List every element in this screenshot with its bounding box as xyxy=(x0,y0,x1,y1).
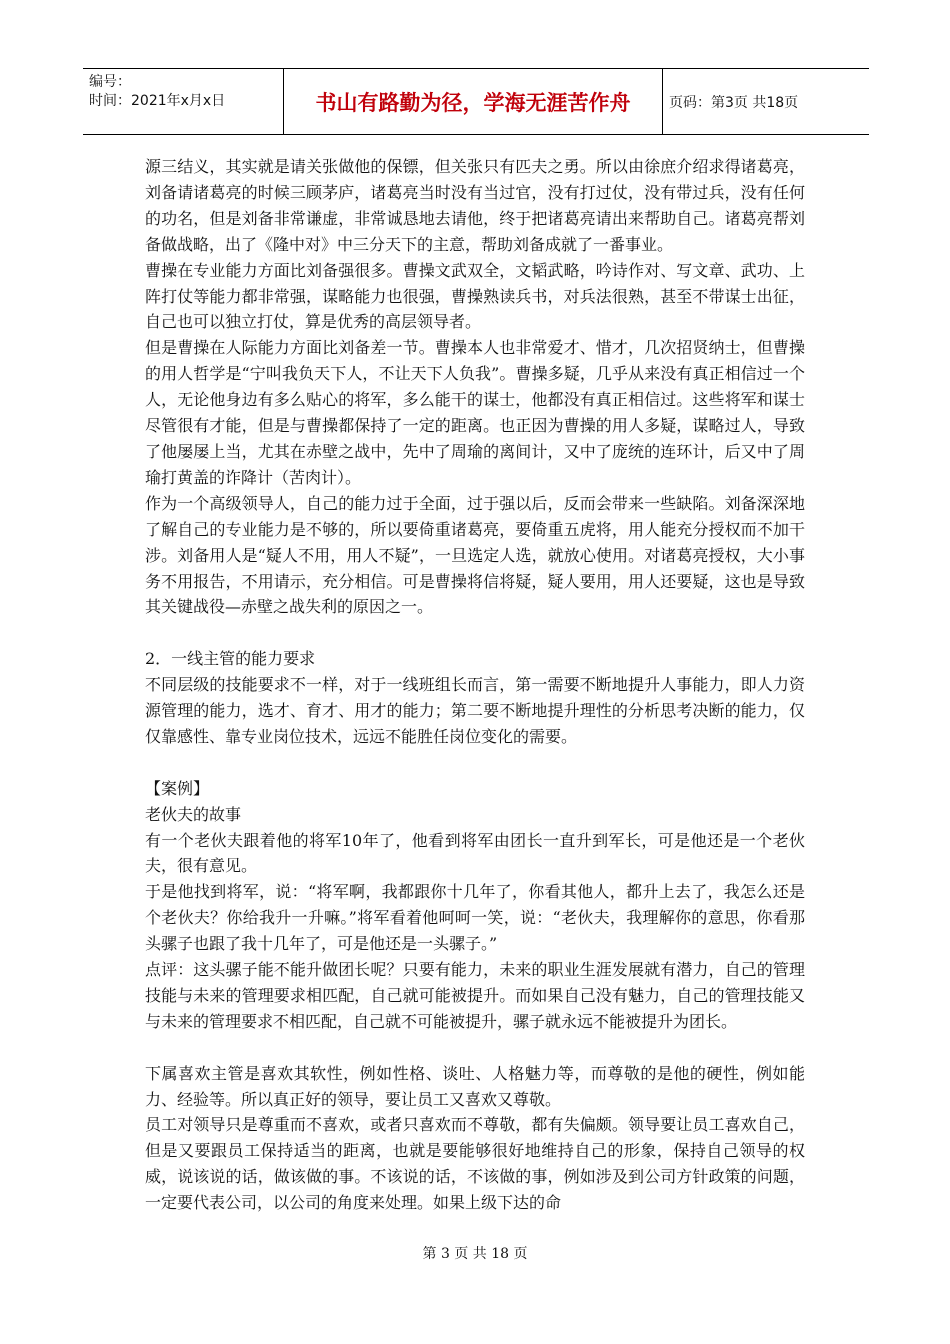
paragraph: 员工对领导只是尊重而不喜欢，或者只喜欢而不尊敬，都有失偏颇。领导要让员工喜欢自己，但是又要跟员工保持适当的距离，也就是要能够很好地维持自己的形象，保持自己领导的权威，说该说的话，做该做的事。不该说的话，不该做的事，例如涉及到公司方针政策的问题，一定要代表公司，以公司的角度来处理。如果上级下达的命 xyxy=(145,1115,805,1213)
document-number-label: 编号： xyxy=(89,74,131,90)
paragraph: 源三结义，其实就是请关张做他的保镖，但关张只有匹夫之勇。所以由徐庶介绍求得诸葛亮，刘备请诸葛亮的时候三顾茅庐，诸葛亮当时没有当过官，没有打过仗，没有带过兵，没有任何的功名，但是刘备非常谦虚，非常诚恳地去请他，终于把诸葛亮请出来帮助自己。诸葛亮帮刘备做战略，出了《隆中对》中三分天下的主意，帮助刘备成就了一番事业。 xyxy=(145,157,805,254)
paragraph: 下属喜欢主管是喜欢其软性，例如性格、谈吐、人格魅力等，而尊敬的是他的硬性，例如能力、经验等。所以真正好的领导，要让员工又喜欢又尊敬。 xyxy=(145,1063,805,1109)
paragraph: 但是曹操在人际能力方面比刘备差一节。曹操本人也非常爱才、惜才，几次招贤纳士，但曹操的用人哲学是“宁叫我负天下人，不让天下人负我”。曹操多疑，几乎从来没有真正相信过一个人，无论他身边有多么贴心的将军，多么能干的谋士，他都没有真正相信过。这些将军和谋士尽管很有才能，但是与曹操都保持了一定的距离。也正因为曹操的用人多疑，谋略过人，导致了他屡屡上当，尤其在赤壁之战中，先中了周瑜的离间计，又中了庞统的连环计，后又中了周瑜打黄盖的诈降计（苦肉计）。 xyxy=(145,338,805,487)
page-footer: 第 3 页 共 18 页 xyxy=(422,1246,528,1262)
paragraph-gap xyxy=(145,1035,805,1061)
paragraph: 作为一个高级领导人，自己的能力过于全面，过于强以后，反而会带来一些缺陷。刘备深深地了解自己的专业能力是不够的，所以要倚重诸葛亮，要倚重五虎将，用人能充分授权而不加干涉。刘备用人是“疑人不用，用人不疑”，一旦选定人选，就放心使用。对诸葛亮授权，大小事务不用报告，不用请示，充分相信。可是曹操将信将疑，疑人要用，用人还要疑，这也是导致其关键战役—赤壁之战失利的原因之一。 xyxy=(145,493,805,617)
paragraph-gap xyxy=(145,620,805,646)
header-page-number: 页码：第3页 共18页 xyxy=(669,94,799,111)
paragraph: 于是他找到将军，说：“将军啊，我都跟你十几年了，你看其他人，都升上去了，我怎么还是个老伙夫？你给我升一升嘛。”将军看着他呵呵一笑，说：“老伙夫，我理解你的意思，你看那头骡子也跟了我十几年了，可是他还是一头骡子。” xyxy=(145,882,805,954)
header-motto: 书山有路勤为径，学海无涯苦作舟 xyxy=(284,69,663,134)
document-time-label: 时间：2021年x月x日 xyxy=(89,93,226,109)
paragraph: 点评：这头骡子能不能升做团长呢？只要有能力，未来的职业生涯发展就有潜力，自己的管理技能与未来的管理要求相匹配，自己就可能被提升。而如果自己没有魅力，自己的管理技能又与未来的管理要求不相匹配，自己就不可能被提升，骡子就永远不能被提升为团长。 xyxy=(145,960,805,1031)
document-body xyxy=(145,154,805,1216)
paragraph: 老伙夫的故事 xyxy=(145,804,242,824)
paragraph: 有一个老伙夫跟着他的将军10年了，他看到将军由团长一直升到军长，可是他还是一个老伙夫，很有意见。 xyxy=(145,830,805,876)
paragraph-gap xyxy=(145,750,805,776)
header-meta xyxy=(83,69,284,134)
page-header xyxy=(83,68,869,135)
paragraph: 【案例】 xyxy=(145,778,210,798)
paragraph: 曹操在专业能力方面比刘备强很多。曹操文武双全，文韬武略，吟诗作对、写文章、武功、上阵打仗等能力都非常强，谋略能力也很强，曹操熟读兵书，对兵法很熟，甚至不带谋士出征，自己也可以独立打仗，算是优秀的高层领导者。 xyxy=(145,260,805,332)
paragraph: 不同层级的技能要求不一样，对于一线班组长而言，第一需要不断地提升人事能力，即人力资源管理的能力，选才、育才、用才的能力；第二要不断地提升理性的分析思考决断的能力，仅仅靠感性、靠专业岗位技术，远远不能胜任岗位变化的需要。 xyxy=(145,675,805,746)
paragraph: 2．一线主管的能力要求 xyxy=(145,649,316,669)
